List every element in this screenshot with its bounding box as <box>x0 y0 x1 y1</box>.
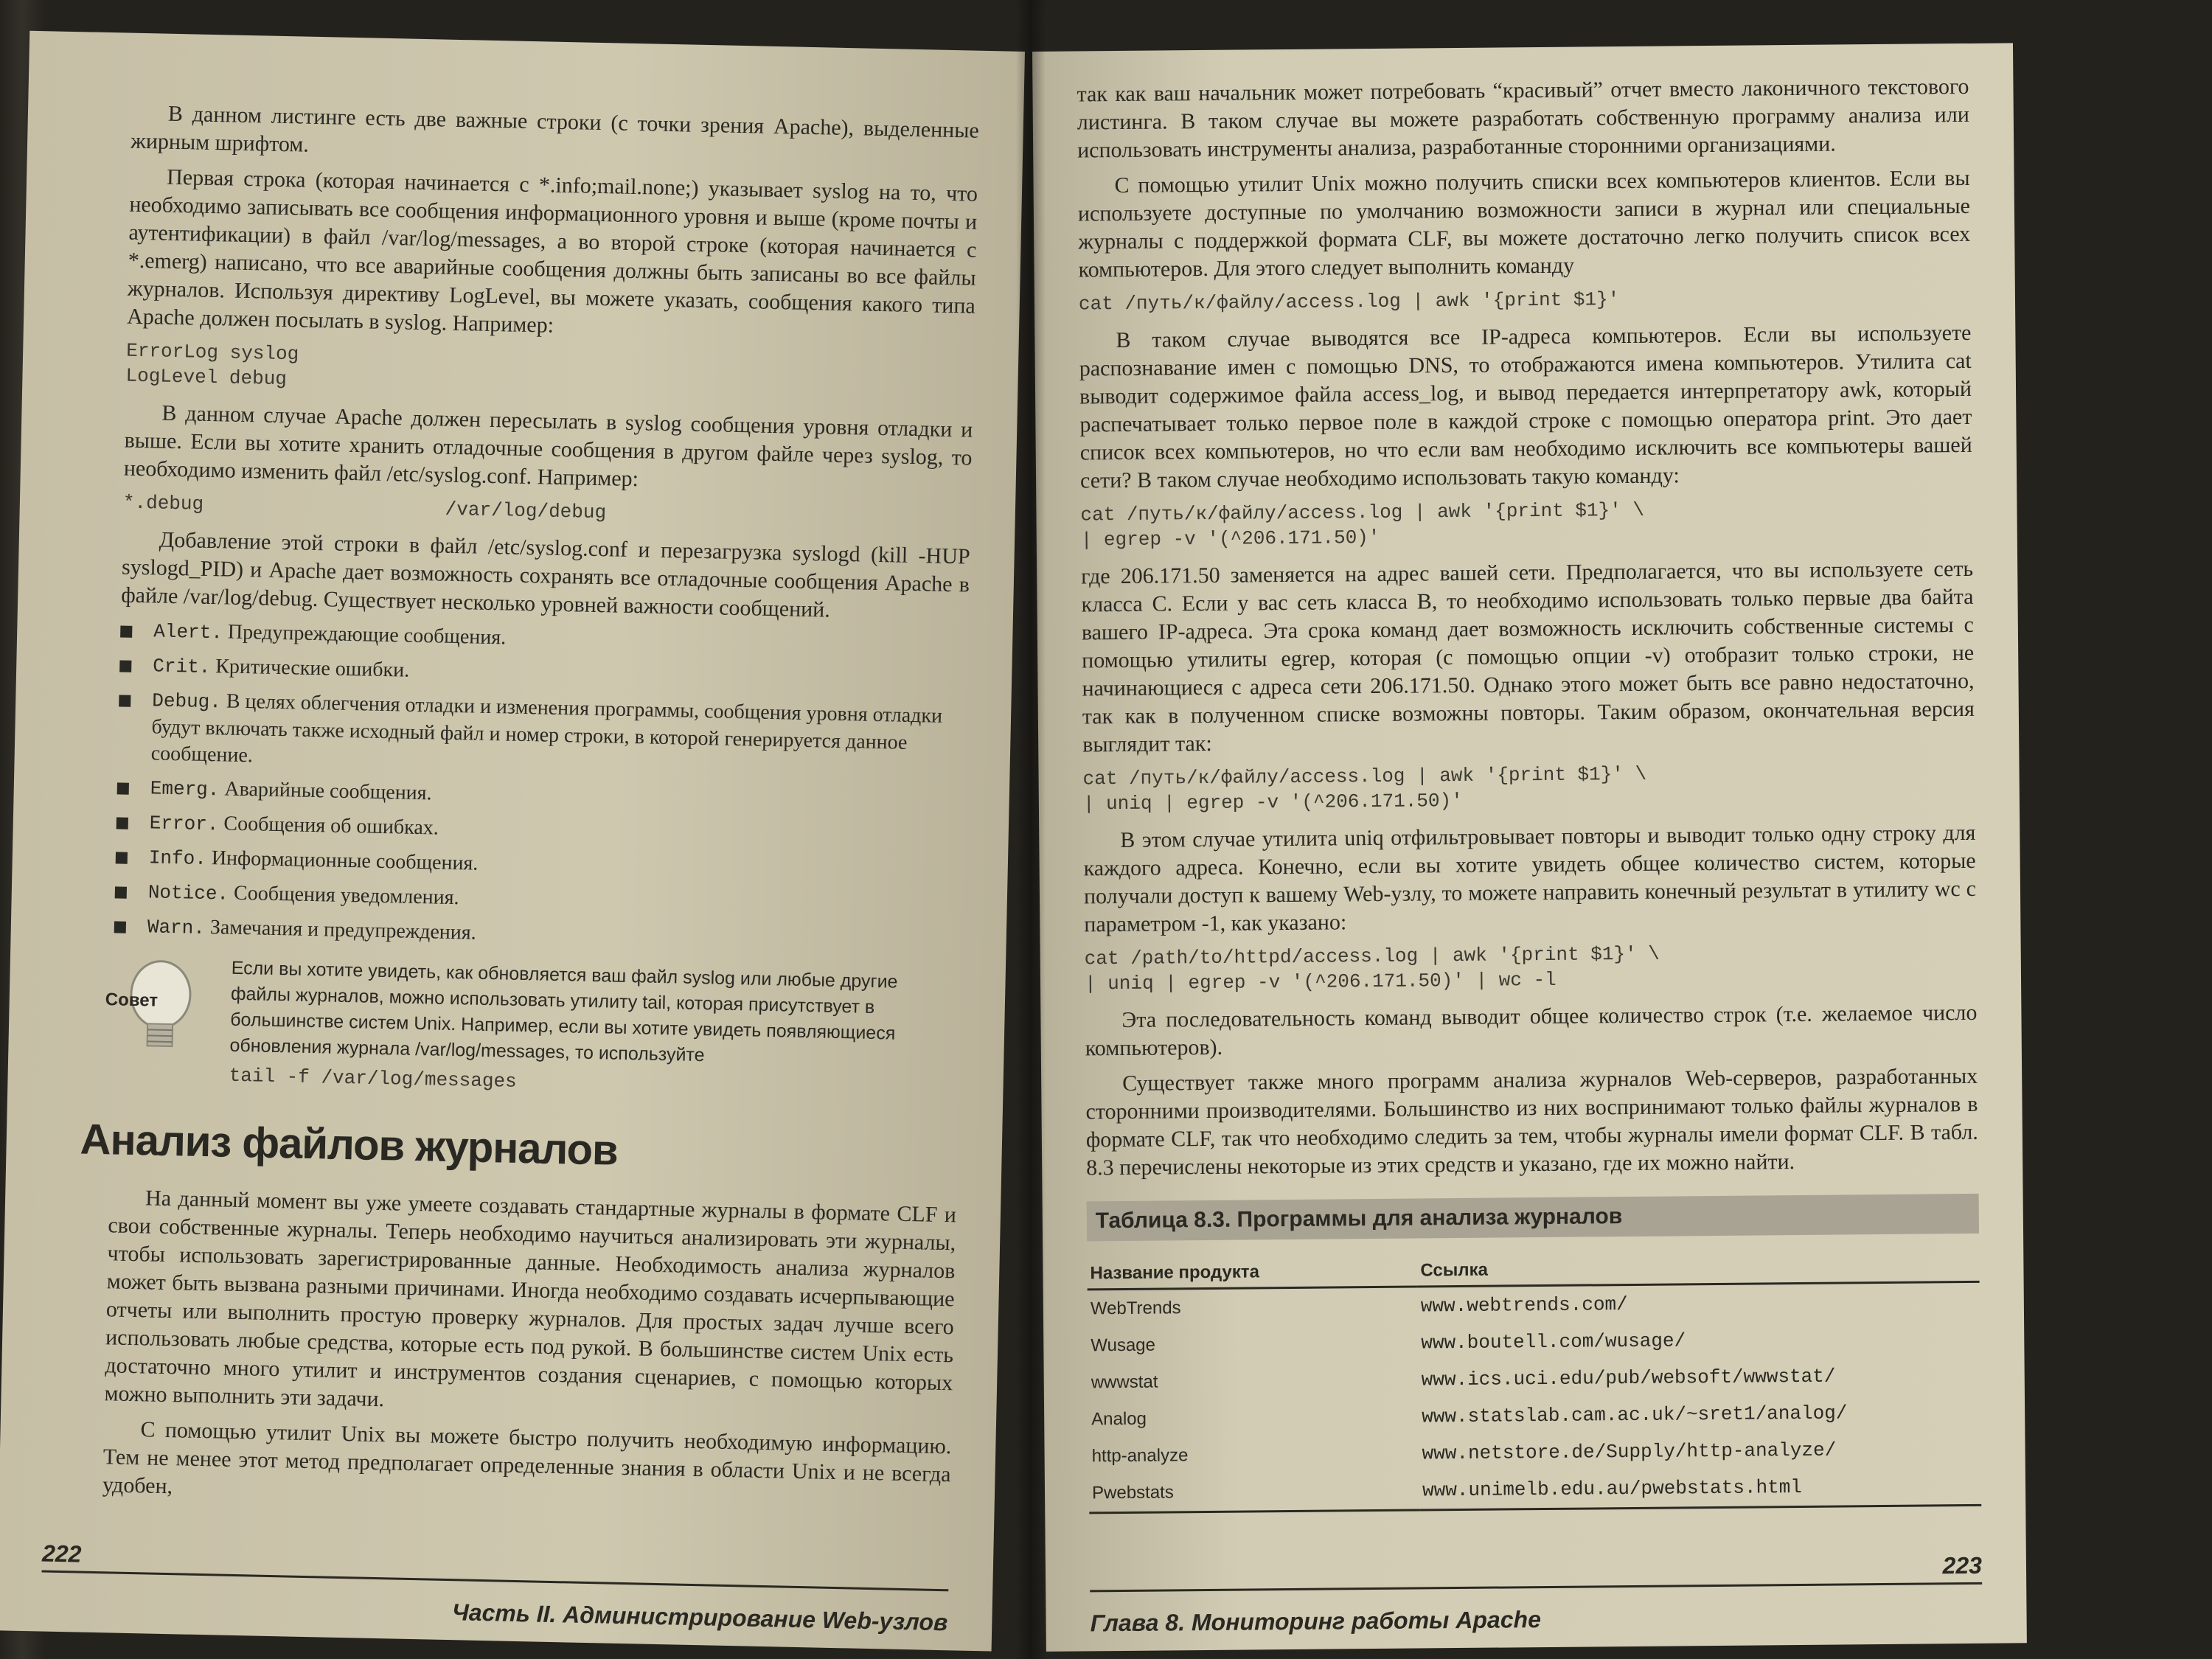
product-name: Pwebstats <box>1089 1472 1419 1512</box>
paragraph: На данный момент вы уже умеете создавать стандартные журналы в формате CLF и свои собственные журналы. Теперь необходимо научиться анализировать эти журналы, чтобы использовать зарегистрированные данные. Необходимость анализа журналов может быть вызвана разными причинами. Иногда необходимо создавать исчерпывающие отчеты или выполнить простую проверку журналов. Для простых задач лучше всего использовать любые средства, которые есть под рукой. В большинстве систем Unix есть достаточно много утилит и инструментов создания сценариев, с помощью которых можно выполнить эти задачи. <box>104 1186 957 1412</box>
paragraph: Существует также много программ анализа журналов Web-серверов, разработанных сторонними производителями. Большинство из них воспринимают только файлы журналов в формате CLF, так что необходимо следить за тем, чтобы журналы имели формат CLF. В табл. 8.3 перечислены некоторые из этих средств и указано, где их можно найти. <box>1085 1063 1978 1180</box>
column-header-link: Ссылка <box>1417 1251 1979 1287</box>
tip-code: tail -f /var/log/messages <box>229 1064 517 1093</box>
product-name: wwwstat <box>1091 1371 1158 1393</box>
level-code: Crit. <box>152 655 211 679</box>
paragraph: Эта последовательность команд выводит общее количество строк (т.е. желаемое число компьютеров). <box>1085 1000 1978 1061</box>
code-block: cat /путь/к/файлу/access.log | awk '{print $1}' \ | egrep -v '(^206.171.50)' <box>1080 498 1645 552</box>
table-row <box>1089 1467 1981 1513</box>
level-text: Предупреждающие сообщения. <box>222 620 507 650</box>
right-page <box>1032 43 2027 1652</box>
level-code: Warn. <box>147 916 206 939</box>
level-text: Информационные сообщения. <box>206 846 479 875</box>
paragraph: С помощью утилит Unix вы можете быстро получить необходимую информацию. Тем не менее этот метод предполагает определенные знания в области Unix и не всегда удобен, <box>102 1417 952 1499</box>
paragraph: так как ваш начальник может потребовать “красивый” отчет вместо лаконичного текстового листинга. В таком случае вы можете разработать собственную программу анализа или использовать инструменты анализа, разработанные сторонними организациями. <box>1077 74 1969 163</box>
product-link: www.webtrends.com/ <box>1420 1293 1628 1318</box>
left-page <box>0 31 1025 1652</box>
product-name: http-analyze <box>1091 1445 1189 1467</box>
paragraph: В данном случае Apache должен пересылать в syslog сообщения уровня отладки и выше. Если вы хотите хранить отладочные сообщения в другом файле через syslog, то необходимо изменить файл /etc/syslog.conf. Например: <box>123 400 973 492</box>
product-link: www.statslab.cam.ac.uk/~sret1/analog/ <box>1422 1402 1848 1428</box>
running-title: Глава 8. Мониторинг работы Apache <box>1090 1606 1542 1637</box>
product-link: www.boutell.com/wusage/ <box>1421 1329 1686 1354</box>
paragraph: С помощью утилит Unix можно получить списки всех компьютеров клиентов. Если вы используете доступные по умолчанию возможности записи в журнал или специальные журналы с поддержкой формата CLF, вы можете достаточно легко получить список всех компьютеров. Для этого следует выполнить команду <box>1077 165 1971 282</box>
table-caption: Таблица 8.3. Программы для анализа журналов <box>1087 1194 1979 1242</box>
paragraph: Добавление этой строки в файл /etc/syslog.conf и перезагрузка syslogd (kill -HUP syslogd_PID) и Apache дает возможность сохранять все отладочные сообщения Apache в файле /var/log/debug. Существует несколько уровней важности сообщений. <box>120 527 970 622</box>
product-name: WebTrends <box>1090 1298 1181 1319</box>
page-number: 223 <box>1942 1551 1983 1579</box>
book-gutter <box>1016 0 1046 1659</box>
tip-box <box>105 953 961 1103</box>
level-code: Alert. <box>153 620 223 644</box>
page-footer <box>41 1540 949 1636</box>
code-block: cat /путь/к/файлу/access.log | awk '{print $1}' \ | uniq | egrep -v '(^206.171.50)' <box>1082 762 1647 815</box>
list-item <box>117 686 967 784</box>
running-title: Часть II. Администрирование Web-узлов <box>451 1599 948 1636</box>
level-text: Аварийные сообщения. <box>219 777 432 805</box>
page-footer <box>1090 1551 1983 1637</box>
paragraph: где 206.171.50 заменяется на адрес вашей сети. Предполагается, что вы используете сеть класса C. Если у вас сеть класса B, то необходимо использовать только первые два байта вашего IP-адреса. Эта срока команд дает возможность исключить собственные системы с помощью утилиты egrep, которая (с помощью опции -v) отобразит только строки, не начинающиеся с адреса сети 206.171.50. Однако этого может быть все равно недостаточно, так как в полученном списке возможны повторы. Таким образом, окончательная версия выглядит так: <box>1081 556 1975 757</box>
paragraph: В таком случае выводятся все IP-адреса компьютеров. Если вы используете распознавание имен с помощью DNS, то отображаются имена компьютеров. Утилита cat выводит содержимое файла access_log, и вывод передается интерпретатору awk, который распечатывает только первое поле в каждой строке с помощью оператора print. Это дает список всех компьютеров, но что если вам необходимо исключить все компьютеры вашей сети? В таком случае необходимо использовать такую команду: <box>1079 320 1972 493</box>
section-heading: Анализ файлов журналов <box>80 1115 619 1175</box>
level-text: Замечания и предупреждения. <box>204 915 476 945</box>
level-text: Сообщения уведомления. <box>228 881 459 910</box>
level-text: Сообщения об ошибках. <box>218 812 439 840</box>
tip-text: Если вы хотите увидеть, как обновляется ваш файл syslog или любые другие файлы журналов, можно использовать утилиту tail, которая присутствует в большинстве систем Unix. Например, если вы хотите увидеть появляющиеся обновления журнала /var/log/messages, то используйте <box>229 957 898 1066</box>
level-code: Debug. <box>151 689 222 714</box>
product-link: www.unimelb.edu.au/pwebstats.html <box>1419 1467 1981 1510</box>
paragraph: В данном листинге есть две важные строки (с точки зрения Apache), выделенные жирным шрифтом. <box>130 101 980 157</box>
level-code: Info. <box>148 846 207 870</box>
tip-label: Совет <box>105 990 159 1011</box>
paragraph: Первая строка (которая начинается с *.info;mail.none;) указывает syslog на то, что необходимо записывать все сообщения информационного уровня и выше (кроме почты и аутентификации) в файл /var/log/messages, а во второй строке (которая начинается с *.emerg) написано, что все аварийные сообщения должны быть записаны во все файлы журналов. Используя директиву LogLevel, вы можете указать, сообщения какого типа Apache должен посылать в syslog. Например: <box>126 164 978 338</box>
code-block: *.debug /var/log/debug <box>122 491 607 524</box>
product-link: www.ics.uci.edu/pub/websoft/wwwstat/ <box>1421 1365 1836 1391</box>
product-name: Wusage <box>1091 1335 1156 1356</box>
level-text: В целях облегчения отладки и изменения программы, сообщения уровня отладки будут включать также исходный файл и номер строки, в которой генерируется данное сообщение. <box>150 689 943 768</box>
page-number: 222 <box>41 1540 82 1568</box>
level-text: Критические ошибки. <box>209 655 410 682</box>
code-block: cat /path/to/httpd/access.log | awk '{print $1}' \ | uniq | egrep -v '(^206.171.50)' | wc -l <box>1084 942 1660 995</box>
log-level-list <box>114 616 969 957</box>
product-link: www.netstore.de/Supply/http-analyze/ <box>1422 1439 1837 1465</box>
paragraph: В этом случае утилита uniq отфильтровывает повторы и выводит только одну строку для каждого адреса. Конечно, если вы хотите увидеть общее количество систем, которые получали доступ к вашему Web-узлу, то можете направить конечный результат в утилиту wc с параметром -1, как указано: <box>1083 820 1977 937</box>
programs-table <box>1087 1251 1981 1514</box>
level-code: Error. <box>149 812 219 836</box>
product-name: Analog <box>1091 1408 1147 1430</box>
column-header-name: Название продукта <box>1087 1256 1417 1290</box>
level-code: Notice. <box>147 881 229 905</box>
code-block: ErrorLog syslog LogLevel debug <box>125 339 299 391</box>
code-block: cat /путь/к/файлу/access.log | awk '{print $1}' <box>1078 288 1620 316</box>
level-code: Emerg. <box>150 777 220 801</box>
